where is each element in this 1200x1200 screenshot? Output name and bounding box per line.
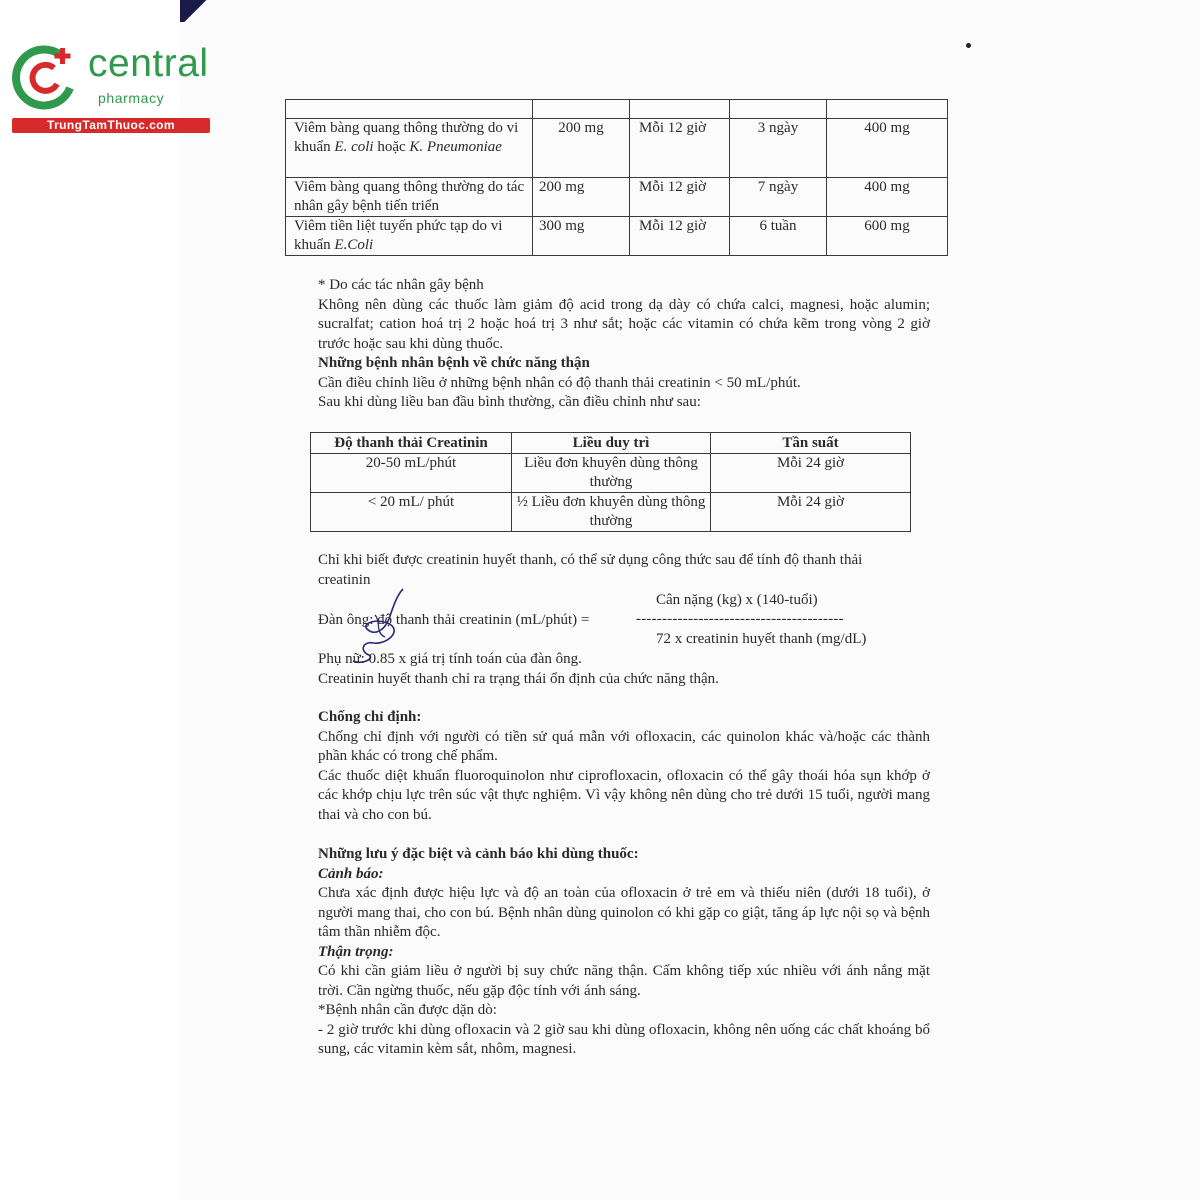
dose-cell: 200 mg (533, 178, 630, 217)
warnings-heading: Những lưu ý đặc biệt và cảnh báo khi dùng thuốc: (318, 846, 639, 862)
frequency-cell: Mỗi 12 giờ (630, 178, 730, 217)
logo-website[interactable]: TrungTamThuoc.com (12, 118, 210, 133)
column-header: Liều duy trì (512, 433, 711, 454)
duration-cell: 6 tuần (730, 217, 827, 256)
logo-brand-name: central (88, 42, 209, 85)
daily-dose-cell: 400 mg (827, 178, 948, 217)
warning-title: Cảnh báo: (318, 865, 384, 882)
indication-cell: Viêm bàng quang thông thường do vi khuẩn E. coli hoặc K. Pneumoniae (286, 119, 533, 178)
formula-intro: Chỉ khi biết được creatinin huyết thanh, có thể sử dụng công thức sau để tính độ thanh thải creatinin (318, 552, 863, 588)
frequency-cell: Mỗi 12 giờ (630, 217, 730, 256)
warning-text: Chưa xác định được hiệu lực và độ an toàn của ofloxacin ở trẻ em và thiếu niên (dưới 18 tuổi), ở người mang thai, cho con bú. Bệnh nhân dùng quinolon có khi gặp co giật, tăng áp lực nội sọ và bệnh tâm thần nhiễm độc. (318, 885, 930, 940)
daily-dose-cell: 400 mg (827, 119, 948, 178)
daily-dose-cell: 600 mg (827, 217, 948, 256)
dose-cell: 200 mg (533, 119, 630, 178)
renal-heading: Những bệnh nhân bệnh về chức năng thận (318, 355, 590, 371)
table-header-row (311, 433, 911, 454)
notes-block (318, 276, 930, 413)
frequency-cell: Mỗi 24 giờ (711, 493, 911, 532)
patient-text: - 2 giờ trước khi dùng ofloxacin và 2 giờ sau khi dùng ofloxacin, không nên uống các chất khoáng bổ sung, các vitamin kèm sắt, nhôm, magnesi. (318, 1021, 930, 1057)
renal-line-2: Sau khi dùng liều ban đầu bình thường, cần điều chỉnh như sau: (318, 394, 701, 410)
formula-note: Creatinin huyết thanh chỉ ra trạng thái ổn định của chức năng thận. (318, 670, 719, 687)
indication-cell: Viêm tiền liệt tuyến phức tạp do vi khuẩn E.Coli (286, 217, 533, 256)
formula-male-label: Đàn ông: độ thanh thải creatinin (mL/phút) = (318, 612, 590, 628)
logo-subtitle: pharmacy (98, 90, 165, 106)
column-header: Tần suất (711, 433, 911, 454)
warnings-section (318, 845, 930, 1060)
clearance-cell: 20-50 mL/phút (311, 454, 512, 493)
table-row (286, 178, 948, 217)
renal-dose-table (310, 432, 911, 532)
maintenance-dose-cell: Liều đơn khuyên dùng thông thường (512, 454, 711, 493)
scan-edge-artifact (180, 0, 216, 22)
indication-cell: Viêm bàng quang thông thường do tác nhân gây bệnh tiến triển (286, 178, 533, 217)
dosage-table (285, 99, 948, 256)
contra-paragraph-1: Chống chỉ định với người có tiền sử quá mẫn với ofloxacin, các quinolon khác và/hoặc các thành phần khác có trong chế phẩm. (318, 728, 930, 764)
table-row (311, 454, 911, 493)
formula-female: Phụ nữ: 0.85 x giá trị tính toán của đàn ông. (318, 651, 582, 667)
caution-text: Có khi cần giảm liều ở người bị suy chức năng thận. Cấm không tiếp xúc nhiều với ánh nắng mặt trời. Cần ngừng thuốc, nếu gặp độc tính với ánh sáng. (318, 963, 930, 999)
table-row (286, 119, 948, 178)
table-row (286, 217, 948, 256)
dose-cell: 300 mg (533, 217, 630, 256)
formula-denominator: 72 x creatinin huyết thanh (mg/dL) (656, 631, 867, 647)
maintenance-dose-cell: ½ Liều đơn khuyên dùng thông thường (512, 493, 711, 532)
formula-numerator: Cân nặng (kg) x (140-tuổi) (656, 592, 818, 608)
pharmacy-cross-icon (10, 42, 80, 112)
contra-paragraph-2: Các thuốc diệt khuẩn fluoroquinolon như ciprofloxacin, ofloxacin có thể gây thoái hóa sụn khớp ở các khớp chịu lực trên súc vật thực nghiệm. Vì vậy không nên dùng cho trẻ dưới 15 tuổi, người mang thai và cho con bú. (318, 767, 930, 823)
patient-note: *Bệnh nhân cần được dặn dò: (318, 1002, 497, 1018)
column-header: Độ thanh thải Creatinin (311, 433, 512, 454)
formula-fraction-line: ---------------------------------------- (636, 611, 844, 627)
table-row (311, 493, 911, 532)
duration-cell: 7 ngày (730, 178, 827, 217)
formula-notes (318, 650, 930, 689)
frequency-cell: Mỗi 12 giờ (630, 119, 730, 178)
caution-title: Thận trọng: (318, 943, 394, 960)
note-antacid: Không nên dùng các thuốc làm giảm độ acid trong dạ dày có chứa calci, magnesi, hoặc alumin; sucralfat; cation hoá trị 2 hoặc hoá trị 3 như sắt; hoặc các vitamin có chứa kẽm trong vòng 2 giờ trước hoặc sau khi dùng thuốc. (318, 296, 930, 352)
table-row (286, 100, 948, 119)
clearance-cell: < 20 mL/ phút (311, 493, 512, 532)
scan-dot (966, 43, 971, 48)
contraindications-section (318, 708, 930, 825)
frequency-cell: Mỗi 24 giờ (711, 454, 911, 493)
duration-cell: 3 ngày (730, 119, 827, 178)
renal-line-1: Cần điều chỉnh liều ở những bệnh nhân có độ thanh thải creatinin < 50 mL/phút. (318, 374, 801, 391)
contra-heading: Chống chỉ định: (318, 709, 422, 725)
central-pharmacy-logo[interactable] (10, 38, 215, 138)
note-star: * Do các tác nhân gây bệnh (318, 277, 484, 293)
